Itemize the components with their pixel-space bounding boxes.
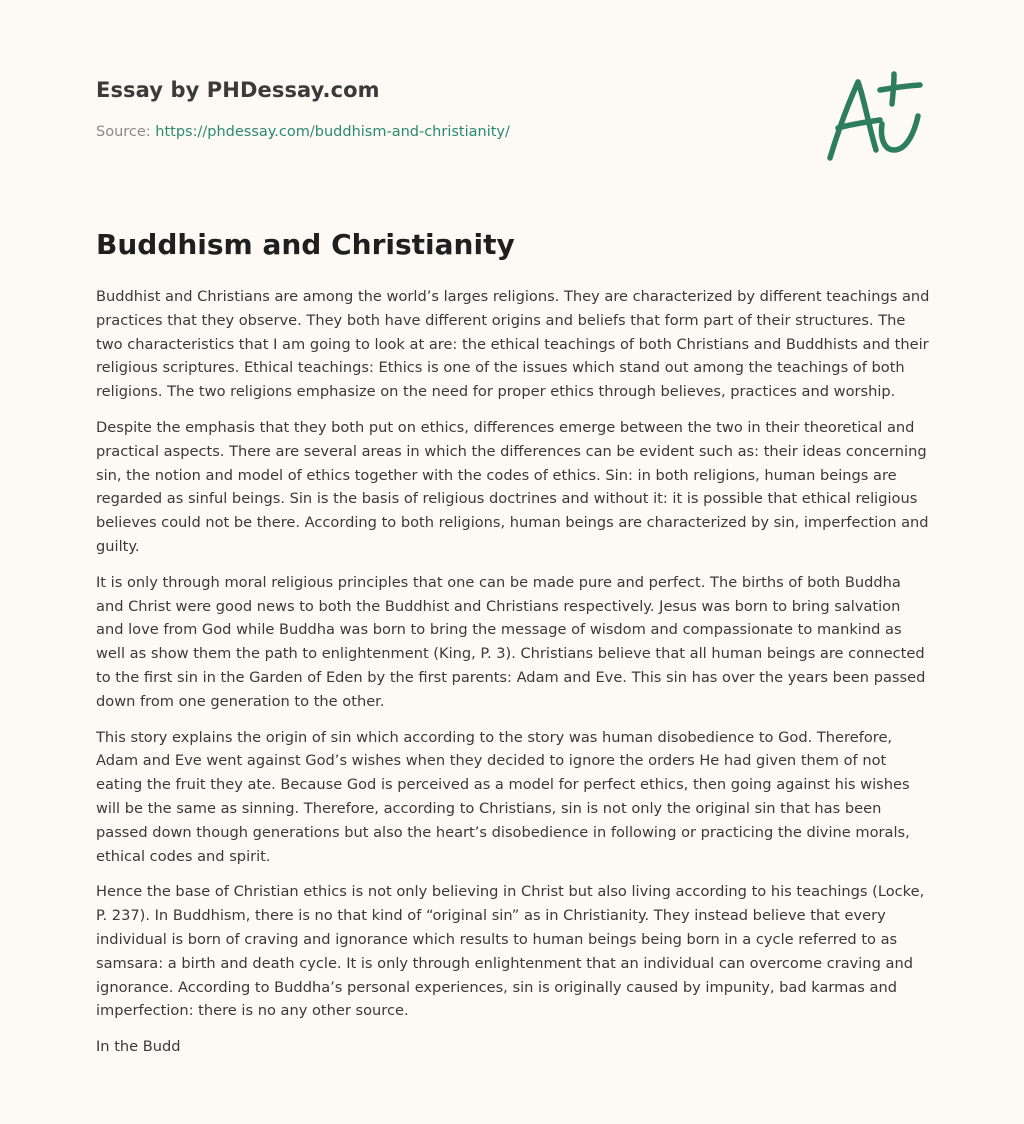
essay-paragraph: Buddhist and Christians are among the world’s larges religions. They are characterized by different teachings and practices that they observe. They both have different origins and beliefs that form part of their structures. The two characteristics that I am going to look at are: the ethical teachings of both Christians and Buddhists and their religious scriptures. Ethical teachings: Ethics is one of the issues which stand out among the teachings of both religions. The two religions emphasize on the need for proper ethics through believes, practices and worship.: [96, 288, 930, 401]
header: [96, 76, 796, 140]
source-line: [96, 124, 510, 140]
a-plus-logo-icon: [822, 68, 926, 164]
essay-paragraph: Hence the base of Christian ethics is not only believing in Christ but also living according to his teachings (Locke, P. 237). In Buddhism, there is no that kind of “original sin” as in Christianity. They instead believe that every individual is born of craving and ignorance which results to human beings being born in a cycle referred to as samsara: a birth and death cycle. It is only through enlightenment that an individual can overcome craving and ignorance. According to Buddha’s personal experiences, sin is originally caused by impunity, bad karmas and imperfection: there is no any other source.: [96, 883, 925, 1020]
essay-paragraph: This story explains the origin of sin which according to the story was human disobedience to God. Therefore, Adam and Eve went against God’s wishes when they decided to ignore the orders He had given them of not eating the fruit they ate. Because God is perceived as a model for perfect ethics, then going against his wishes will be the same as sinning. Therefore, according to Christians, sin is not only the original sin that has been passed down though generations but also the heart’s disobedience in following or practicing the divine morals, ethical codes and spirit.: [96, 728, 910, 865]
essay-body: [96, 285, 930, 1071]
essay-title: Buddhism and Christianity: [96, 228, 515, 261]
essay-paragraph: Despite the emphasis that they both put on ethics, differences emerge between the two in their theoretical and practical aspects. There are several areas in which the differences can be evident such as: their ideas concerning sin, the notion and model of ethics together with the codes of ethics. Sin: in both religions, human beings are regarded as sinful beings. Sin is the basis of religious doctrines and without it: it is possible that ethical religious believes could not be there. According to both religions, human beings are characterized by sin, imperfection and guilty.: [96, 418, 929, 555]
essay-paragraph: It is only through moral religious principles that one can be made pure and perfect. The births of both Buddha and Christ were good news to both the Buddhist and Christians respectively. Jesus was born to bring salvation and love from God while Buddha was born to bring the message of wisdom and compassionate to mankind as well as show them the path to enlightenment (King, P. 3). Christians believe that all human beings are connected to the first sin in the Garden of Eden by the first parents: Adam and Eve. This sin has over the years been passed down from one generation to the other.: [96, 573, 926, 710]
essay-paragraph: In the Budd: [96, 1038, 181, 1056]
brand-title: Essay by PHDessay.com: [96, 78, 380, 102]
source-label: Source:: [96, 124, 156, 140]
source-link[interactable]: https://phdessay.com/buddhism-and-christianity/: [155, 124, 510, 140]
